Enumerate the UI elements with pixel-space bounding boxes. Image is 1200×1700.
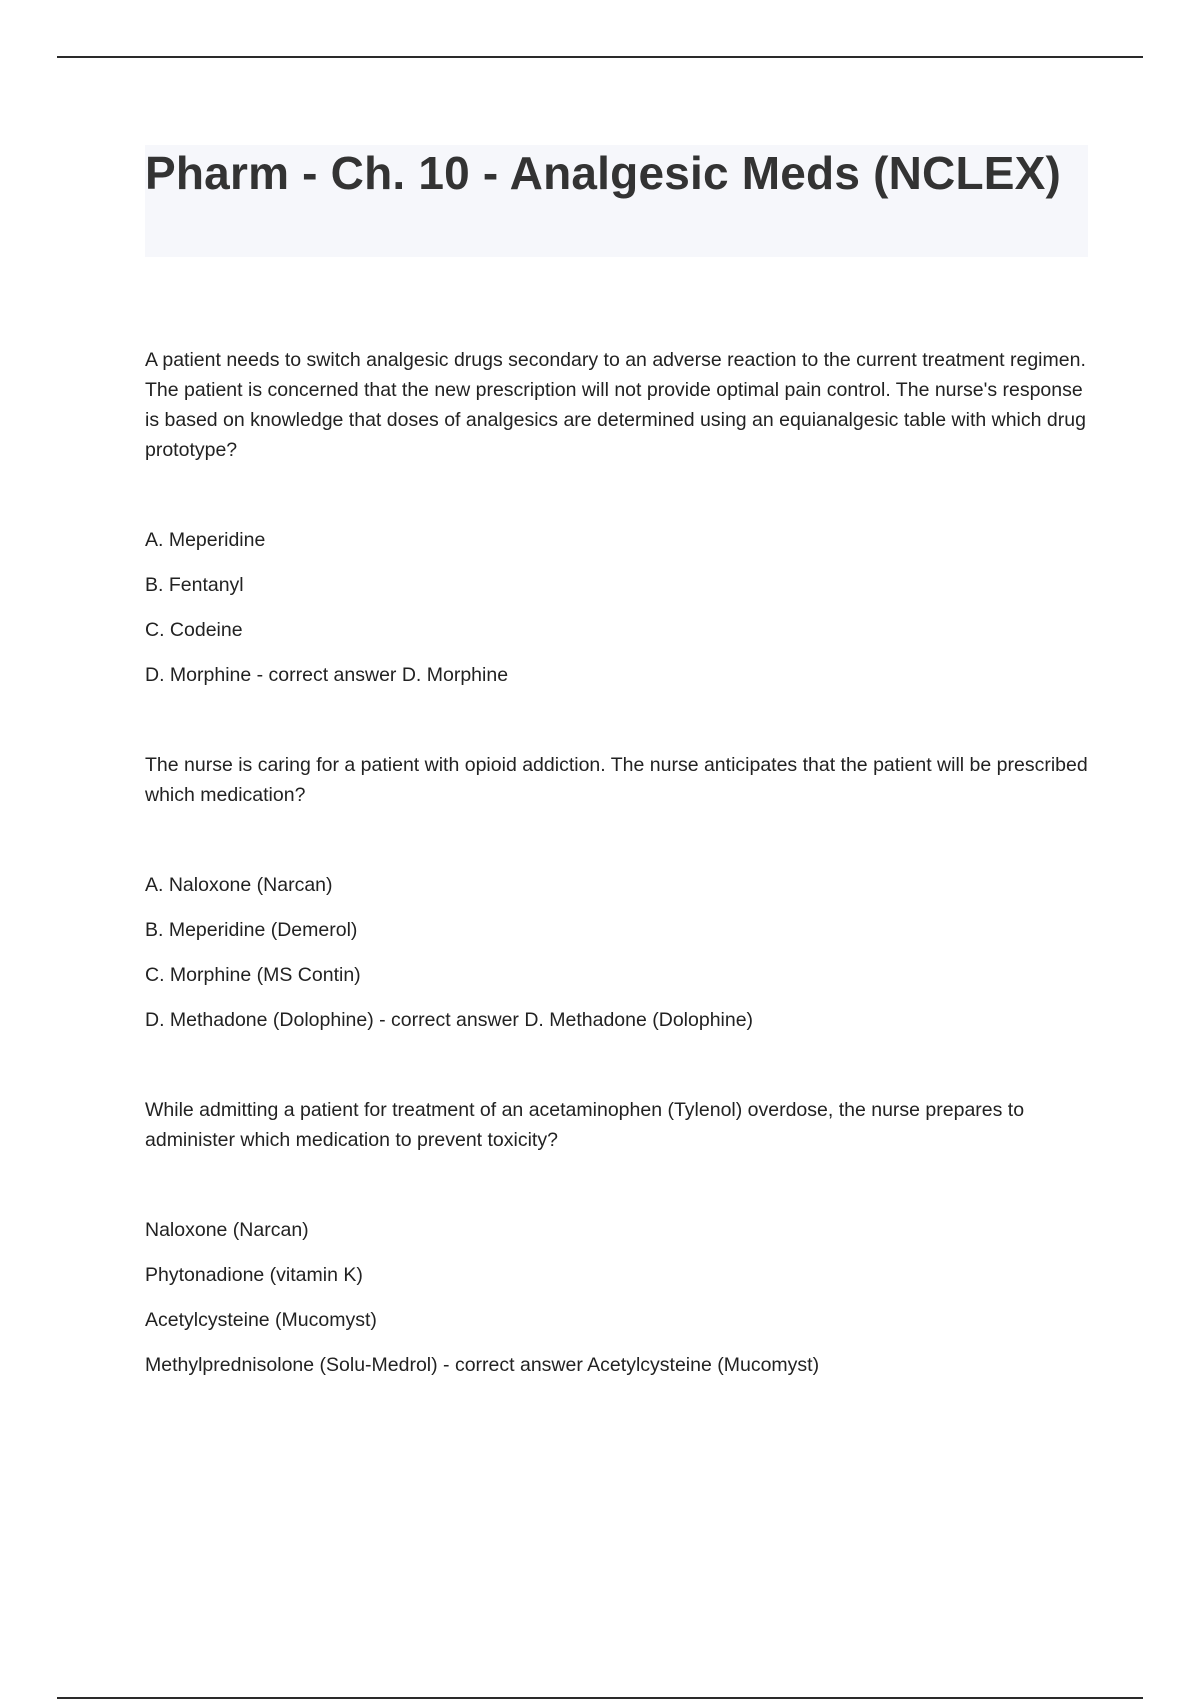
option-2a: A. Naloxone (Narcan) [145, 874, 333, 896]
option-2b: B. Meperidine (Demerol) [145, 919, 358, 941]
option-3c: Acetylcysteine (Mucomyst) [145, 1309, 377, 1331]
page-title: Pharm - Ch. 10 - Analgesic Meds (NCLEX) [145, 147, 1062, 199]
option-2c: C. Morphine (MS Contin) [145, 964, 361, 986]
title-banner [145, 145, 1088, 257]
question-text-1: A patient needs to switch analgesic drugs secondary to an adverse reaction to the current treatment regimen. The patient is concerned that the new prescription will not provide optimal pain control. The nurse's response is based on knowledge that doses of analgesics are determined using an equianalgesic table with which drug prototype? [145, 349, 1086, 461]
option-3a: Naloxone (Narcan) [145, 1219, 309, 1241]
option-3d: Methylprednisolone (Solu-Medrol) - correct answer Acetylcysteine (Mucomyst) [145, 1354, 820, 1376]
question-block-1 [145, 345, 1090, 690]
bottom-divider [57, 1697, 1143, 1699]
option-1b: B. Fentanyl [145, 574, 244, 596]
question-block-3 [145, 1095, 1090, 1380]
option-1a: A. Meperidine [145, 529, 266, 551]
options-list-3 [145, 1215, 1090, 1380]
question-block-2 [145, 750, 1090, 1035]
options-list-2 [145, 870, 1090, 1035]
question-text-2: The nurse is caring for a patient with opioid addiction. The nurse anticipates that the patient will be prescribed which medication? [145, 754, 1088, 806]
option-1c: C. Codeine [145, 619, 243, 641]
question-list [145, 345, 1090, 1395]
option-1d: D. Morphine - correct answer D. Morphine [145, 664, 509, 686]
option-3b: Phytonadione (vitamin K) [145, 1264, 363, 1286]
options-list-1 [145, 525, 1090, 690]
option-2d: D. Methadone (Dolophine) - correct answer D. Methadone (Dolophine) [145, 1009, 754, 1031]
question-text-3: While admitting a patient for treatment of an acetaminophen (Tylenol) overdose, the nurse prepares to administer which medication to prevent toxicity? [145, 1099, 1025, 1151]
top-divider [57, 56, 1143, 58]
